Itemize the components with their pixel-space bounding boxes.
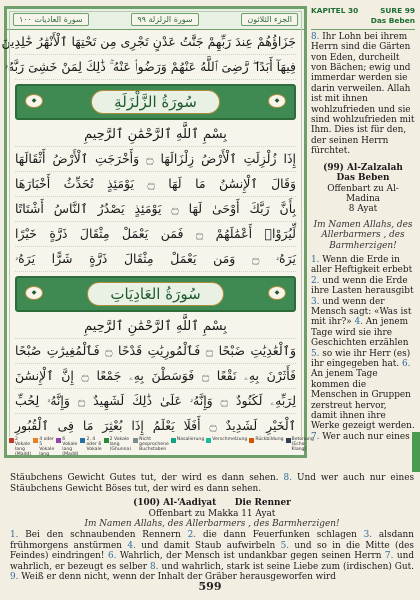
verse-number: 8. [283, 473, 293, 483]
arabic-line: يَرَهُۥ ۝ وَمَن يَعْمَلْ مِثْقَالَ ذَرَّةٍ شَرًّا يَرَهُۥ [15, 247, 296, 272]
arabic-lines-bottom [7, 339, 304, 439]
arabic-line: ٱلْخَيْرِ لَشَدِيدٌ ۝ أَفَلَا يَعْلَمُ إِذَا بُعْثِرَ مَا فِى ٱلْقُبُورِ [15, 414, 296, 439]
basmala-german: Im Namen Allahs, des Allerbarmers , des Barmherzigen! [84, 519, 340, 530]
sura-100-title: (100) Al-‘Aadiyat Die Renner [133, 498, 291, 509]
verse-number: 5. [280, 540, 290, 551]
verse-text: Ihr Lohn bei ihrem Herrn sind die Gärten von Eden, durcheilt von Bächen; ewig und immerdar werden sie darin verweilen. Allah ist mit ihnen wohlzufrieden und sie sind wohlzufrieden mit Ihm. Dies ist für den, der seinen Herrn fürchtet. [311, 31, 415, 157]
verse-number: 6. [401, 359, 411, 369]
banner-ornament: ◆ [268, 94, 286, 108]
arabic-lines-mid [7, 147, 304, 272]
verse-number: 2. [311, 275, 320, 286]
arabic-line: إِذَا زُلْزِلَتِ ٱلْأَرْضُ زِلْزَالَهَا ۝ وَأَخْرَجَتِ ٱلْأَرْضُ أَثْقَالَهَا [15, 147, 296, 172]
legend-item: Betonung (Echo-Klang) [286, 437, 314, 453]
verse-number: 1. [10, 529, 19, 540]
verse-text: so wie ihr Herr (es) ihr eingegeben hat. [311, 348, 411, 369]
legend-item: 2 Vokale lang (Madd) [9, 437, 31, 453]
verse-number: 1. [311, 254, 320, 265]
verse-number: 4. [354, 317, 363, 328]
sure-label: SURE 99 [380, 6, 415, 15]
german-bottom-text [10, 473, 414, 583]
sura-99-subtitle: Das Beben [336, 173, 390, 184]
sure-name: Das Beben [311, 16, 415, 29]
banner-ornament: ◆ [268, 286, 286, 300]
sura-title-arabic: سُورَةُ الزَّلْزَلَةِ [91, 90, 220, 114]
kapitel-label: KAPITEL 30 [311, 6, 359, 15]
tajweed-legend [9, 437, 314, 457]
verse-number: 7. [384, 551, 394, 562]
verse-number: 3. [311, 296, 320, 307]
banner-ornament: ◆ [25, 94, 43, 108]
verse-text: Bei den schnaubenden Rennern [18, 529, 188, 540]
verse-paragraph [10, 530, 414, 583]
arabic-line: لِّيُرَوْا۟ أَعْمَٰلَهُمْ ۝ فَمَن يَعْمَلْ مِثْقَالَ ذَرَّةٍ خَيْرًا [15, 222, 296, 247]
verse-text: Wahrlich, der Mensch ist undankbar gegen seinen Herrn [116, 551, 385, 562]
verse-text: alsdann frühmorgens anstürmen [10, 529, 414, 551]
verse-number: 3. [363, 529, 373, 540]
arabic-line: فِيهَآ أَبَدًا ۖ رَّضِىَ ٱللَّهُ عَنْهُمْ وَرَضُوا۟ عَنْهُ ۚ ذَٰلِكَ لِمَنْ خَشِىَ رَبَّهُۥ [15, 55, 296, 80]
basmala-german: Im Namen Allahs, des Allerbarmers , des Barmherzigen! [313, 219, 413, 251]
basmala-arabic: بِسْمِ ٱللَّهِ ٱلرَّحْمَٰنِ ٱلرَّحِيمِ [15, 124, 296, 147]
arabic-header [7, 9, 304, 30]
sura-banner-zalzalah [15, 84, 296, 120]
arabic-line: وَقَالَ ٱلْإِنسَٰنُ مَا لَهَا ۝ يَوْمَئِذٍ تُحَدِّثُ أَخْبَارَهَا [15, 172, 296, 197]
verse-text: An jenem Tage wird sie ihre Geschichten erzählen [311, 317, 409, 349]
verse-text: und damit Staub aufwirbeln [135, 540, 281, 551]
verse-text: und wahrlich, er bezeugt es selber [10, 551, 415, 572]
verse-number: 5. [311, 348, 320, 359]
page-number: 599 [198, 580, 222, 593]
verse-number: 6. [107, 551, 117, 562]
verse-number: 2. [187, 529, 197, 540]
header-sura-100: سورة العاديات ١٠٠ [13, 13, 89, 26]
verse-paragraph [311, 32, 415, 157]
legend-item: 2 Vokale lang (Ghunna) [104, 437, 132, 453]
legend-item: Verschmelzung [206, 437, 247, 453]
sura-100-revelation: Offenbart zu Makka 11 Ayat [148, 508, 276, 519]
arabic-line: بِأَنَّ رَبَّكَ أَوْحَىٰ لَهَا ۝ يَوْمَئِذٍ يَصْدُرُ ٱلنَّاسُ أَشْتَاتًا [15, 197, 296, 222]
verse-text: und wenn die Erde ihre Lasten herausgibt [311, 275, 414, 297]
verse-paragraph [311, 255, 415, 442]
arabic-line: جَزَاؤُهُمْ عِندَ رَبِّهِمْ جَنَّٰتُ عَدْنٍ تَجْرِى مِن تَحْتِهَا ٱلْأَنْهَٰرُ خَٰلِدِينَ [15, 30, 296, 55]
arabic-text-panel [1, 6, 314, 458]
verse-text: die dann Feuerfunken schlagen [196, 529, 364, 540]
legend-item: 2, 4 oder 6 Vokale [80, 437, 101, 453]
verse-text: und wenn der Mensch sagt: «Was ist mit ihr?» [311, 296, 412, 328]
header-juz: الجزء الثلاثون [241, 13, 298, 26]
verse-paragraph [10, 473, 414, 494]
arabic-line: فَأَثَرْنَ بِهِۦ نَقْعًا ۝ فَوَسَطْنَ بِهِۦ جَمْعًا ۝ إِنَّ ٱلْإِنسَٰنَ [15, 364, 296, 389]
verse-text: Wer auch nur eines [319, 431, 410, 442]
legend-item: 4 oder 5 Vokale lang [33, 437, 54, 453]
arabic-lines-top [1, 30, 304, 80]
legend-item: 6 Vokale lang (Madd) [56, 437, 78, 453]
verse-text: und wahrlich, stark ist seine Liebe zum (irdischen) Gut. [158, 561, 414, 572]
chapter-header [311, 6, 415, 16]
header-sura-99: سورة الزلزلة ٩٩ [131, 13, 198, 26]
page-edge-marker [412, 432, 420, 472]
verse-text: Weiß er denn nicht, wenn der Inhalt der Gräber herausgeworfen wird [18, 572, 336, 583]
verse-text: Stäubchens Gewicht Gutes tut, der wird es dann sehen. [10, 473, 284, 483]
arabic-line: لِرَبِّهِۦ لَكَنُودٌ ۝ وَإِنَّهُۥ عَلَىٰ ذَٰلِكَ لَشَهِيدٌ ۝ وَإِنَّهُۥ لِحُبِّ [15, 389, 296, 414]
sura-99-revelation: Offenbart zu Al-Madina [327, 183, 399, 204]
verse-text: und so in die Mitte (des Feindes) eindringen! [10, 540, 414, 562]
verse-text: Und wer auch nur eines Stäubchens Gewicht Böses tut, der wird es dann sehen. [10, 473, 414, 494]
sura-title-arabic: سُورَةُ العَادِيَاتِ [87, 282, 223, 306]
verse-number: 7. [311, 431, 320, 442]
german-translation-column [311, 6, 415, 474]
verse-number: 8. [311, 31, 320, 42]
verse-number: 4. [127, 540, 136, 551]
verse-text: Wenn die Erde in aller Heftigkeit erbebt [311, 254, 413, 276]
legend-item: Nasalierung [171, 437, 204, 453]
arabic-line: وَٱلْعَٰدِيَٰتِ ضَبْحًا ۝ فَٱلْمُورِيَٰتِ قَدْحًا ۝ فَٱلْمُغِيرَٰتِ صُبْحًا [15, 339, 296, 364]
sura-99-title: (99) Al-Zalzalah [323, 162, 403, 173]
basmala-arabic: بِسْمِ ٱللَّهِ ٱلرَّحْمَٰنِ ٱلرَّحِيمِ [15, 316, 296, 339]
sura-99-ayat: 8 Ayat [348, 204, 378, 215]
verse-number: 9. [10, 572, 19, 583]
legend-item: Nicht gesprochene Buchstaben [133, 437, 169, 453]
sura-banner-aadiyat [15, 276, 296, 312]
banner-ornament: ◆ [25, 286, 43, 300]
verse-number: 8. [150, 561, 159, 572]
verse-text: An jenem Tage kommen die Menschen in Gruppen zerstreut hervor, damit ihnen ihre Werke gezeigt werden. [311, 369, 415, 432]
legend-item: Rückbildung [249, 437, 283, 453]
